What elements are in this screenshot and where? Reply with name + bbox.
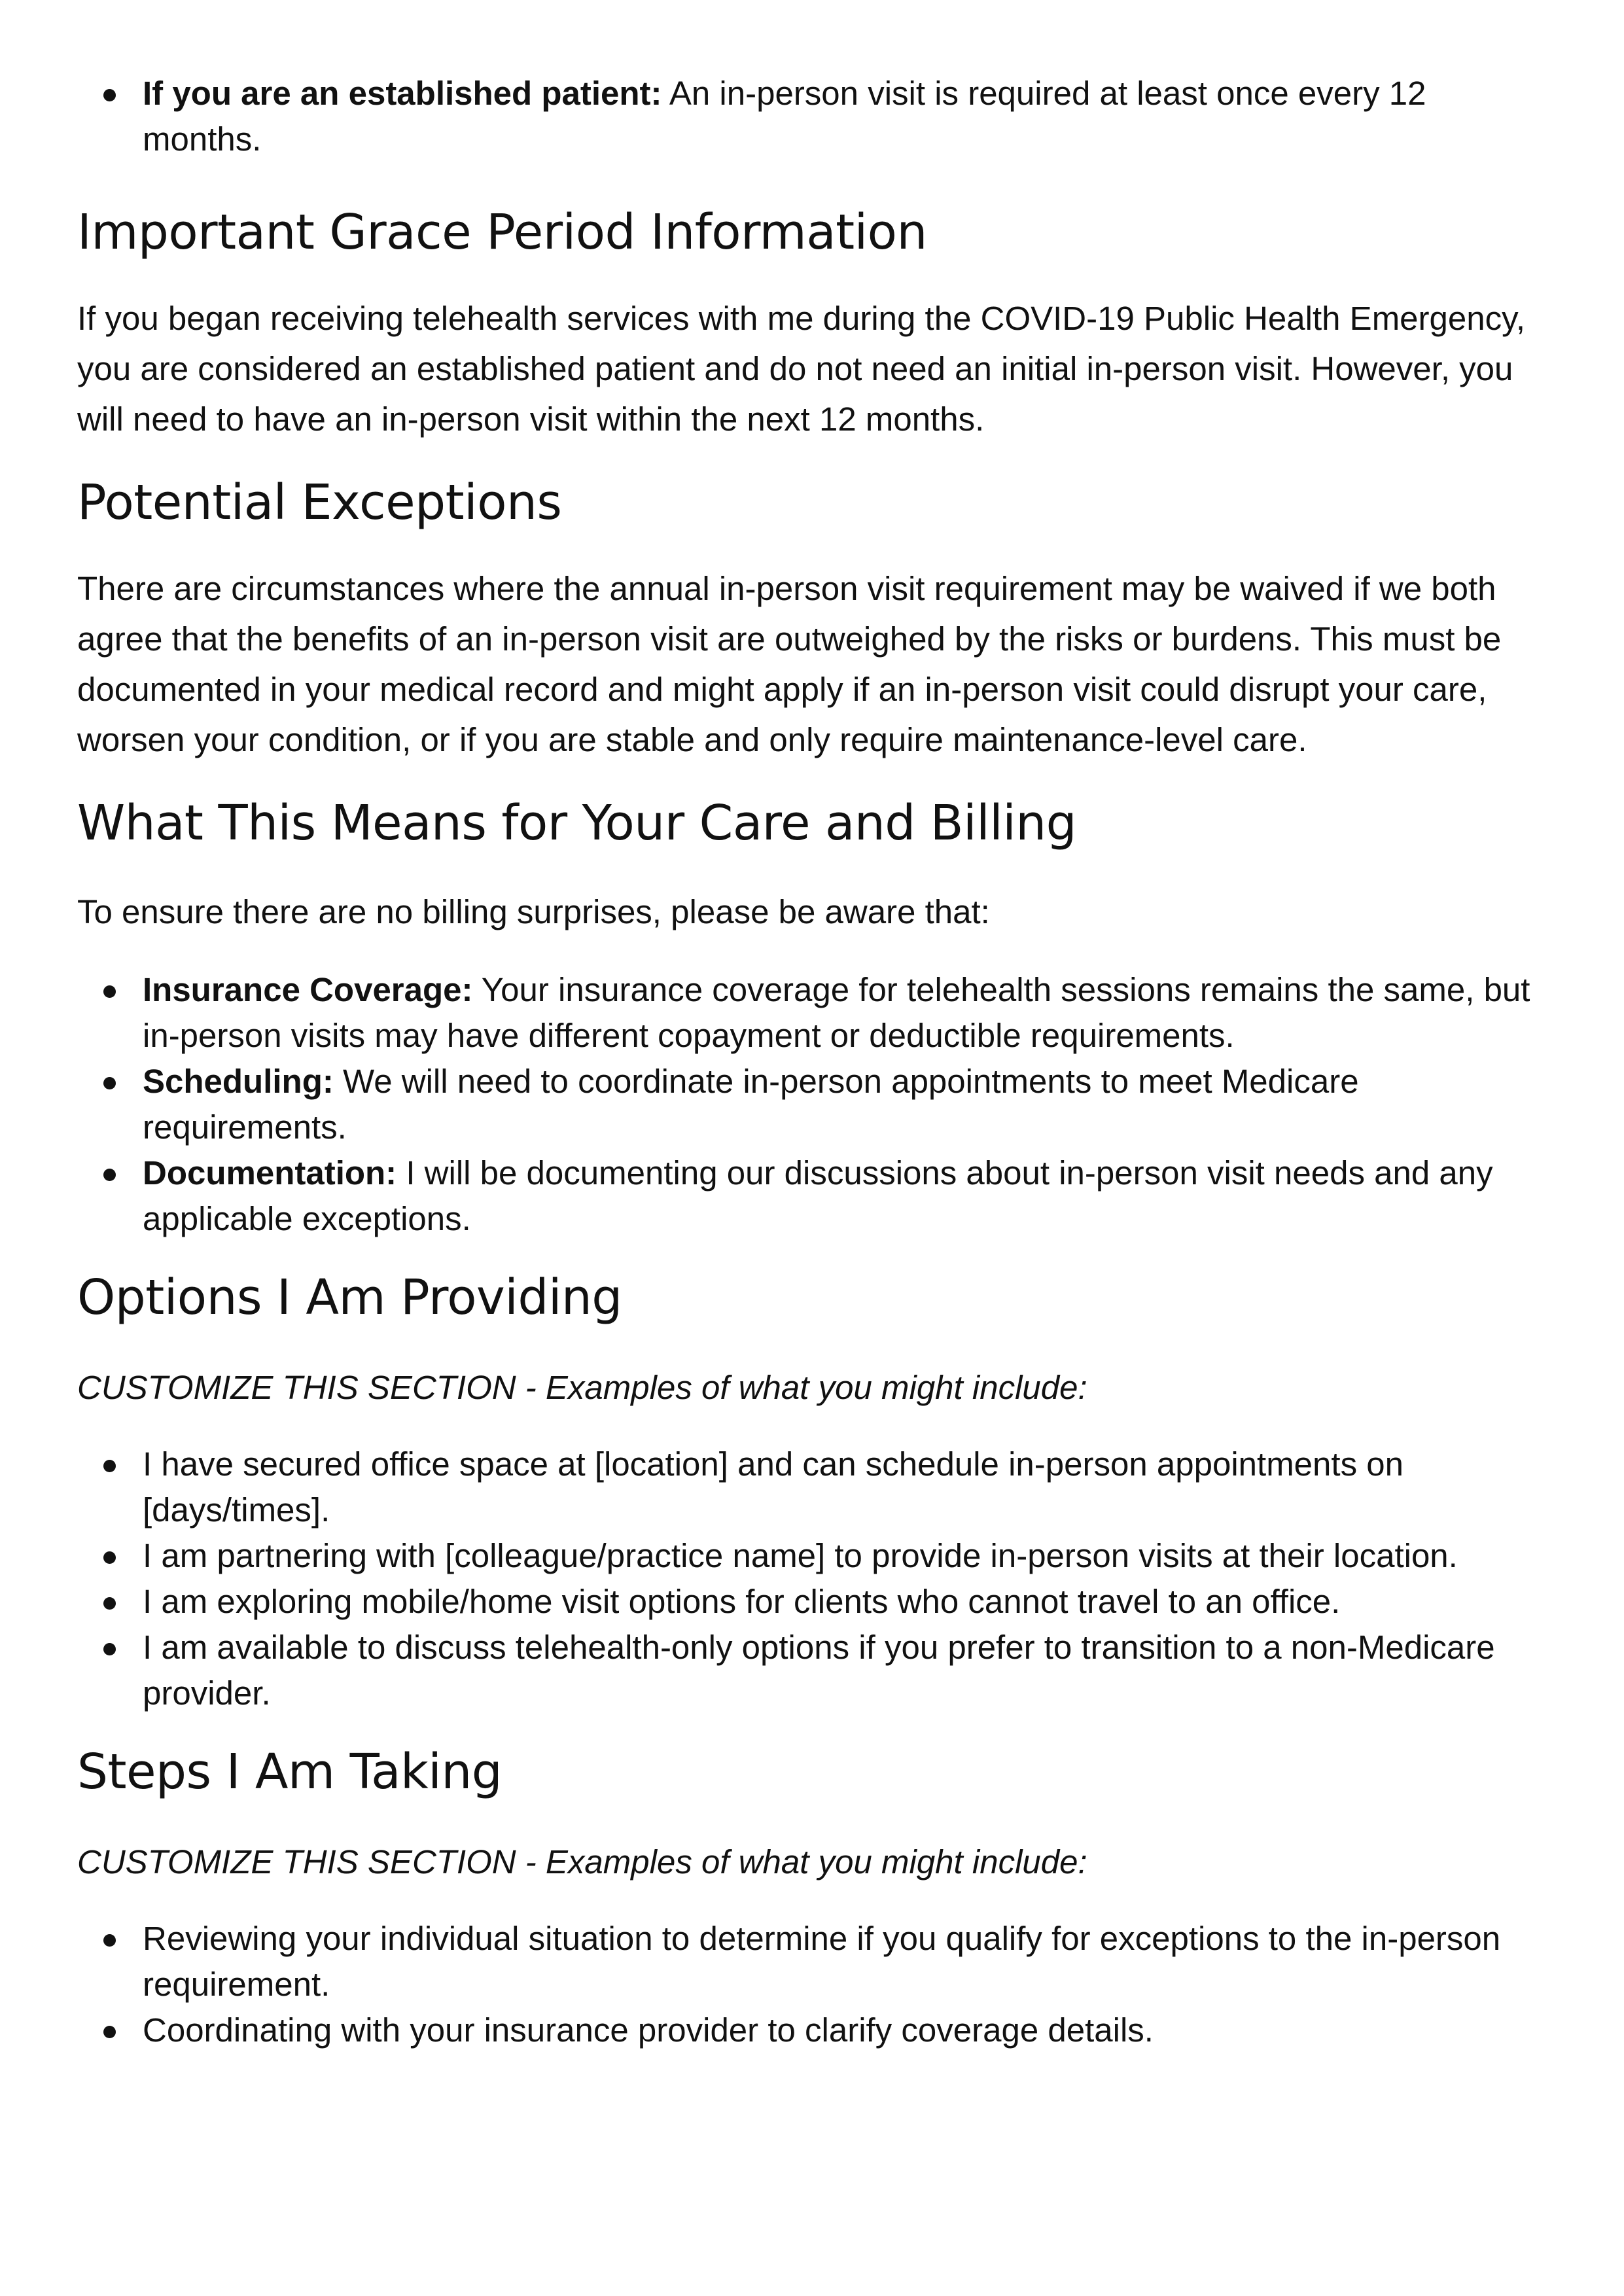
established-patient-list <box>77 71 1484 162</box>
steps-list <box>77 1916 1530 2053</box>
list-item: I am partnering with [colleague/practice name] to provide in-person visits at their location. <box>77 1533 1530 1579</box>
grace-heading: Important Grace Period Information <box>77 204 927 260</box>
options-heading: Options I Am Providing <box>77 1269 622 1326</box>
bullet-label: Documentation: <box>143 1154 397 1192</box>
list-item <box>77 1059 1556 1150</box>
list-item: Coordinating with your insurance provider to clarify coverage details. <box>77 2007 1530 2053</box>
bullet-icon <box>103 1077 116 1089</box>
list-item: I am exploring mobile/home visit options for clients who cannot travel to an office. <box>77 1579 1530 1625</box>
bullet-icon <box>103 985 116 998</box>
billing-heading: What This Means for Your Care and Billing <box>77 795 1077 851</box>
billing-intro: To ensure there are no billing surprises, please be aware that: <box>77 893 990 930</box>
document-page <box>77 71 1556 2053</box>
steps-note: CUSTOMIZE THIS SECTION - Examples of what you might include: <box>77 1843 1087 1881</box>
bullet-icon <box>103 89 116 101</box>
list-item <box>77 967 1556 1059</box>
list-item: I have secured office space at [location] and can schedule in-person appointments on [days/times]. <box>77 1441 1530 1533</box>
bullet-icon <box>103 1169 116 1181</box>
bullet-icon <box>103 1643 116 1655</box>
list-item: I am available to discuss telehealth-only options if you prefer to transition to a non-Medicare provider. <box>77 1625 1530 1716</box>
billing-list <box>77 967 1556 1242</box>
bullet-icon <box>103 1934 116 1947</box>
list-item <box>77 71 1484 162</box>
bullet-label: Scheduling: <box>143 1063 334 1100</box>
bullet-text: I will be documenting our discussions about in-person visit needs and any applicable exceptions. <box>143 1154 1493 1237</box>
list-item <box>77 1150 1556 1242</box>
list-item: Reviewing your individual situation to determine if you qualify for exceptions to the in-person requirement. <box>77 1916 1530 2007</box>
steps-heading: Steps I Am Taking <box>77 1744 503 1800</box>
bullet-label: Insurance Coverage: <box>143 971 473 1008</box>
bullet-text: We will need to coordinate in-person appointments to meet Medicare requirements. <box>143 1063 1359 1146</box>
bullet-icon <box>103 1551 116 1564</box>
grace-paragraph: If you began receiving telehealth services with me during the COVID-19 Public Health Emergency, you are considered an established patient and do not need an initial in-person visit. However, you will need to have an in-person visit within the next 12 months. <box>77 300 1525 438</box>
exceptions-paragraph: There are circumstances where the annual in-person visit requirement may be waived if we both agree that the benefits of an in-person visit are outweighed by the risks or burdens. This must be documented in your medical record and might apply if an in-person visit could disrupt your care, worsen your condition, or if you are stable and only require maintenance-level care. <box>77 570 1502 758</box>
bullet-label: If you are an established patient: <box>143 75 662 112</box>
options-note: CUSTOMIZE THIS SECTION - Examples of what you might include: <box>77 1369 1087 1406</box>
bullet-icon <box>103 2026 116 2038</box>
exceptions-heading: Potential Exceptions <box>77 474 562 531</box>
bullet-icon <box>103 1460 116 1472</box>
bullet-icon <box>103 1597 116 1610</box>
bullet-text: An in-person visit is required at least once every 12 months. <box>143 75 1426 158</box>
options-list <box>77 1441 1530 1716</box>
bullet-text: Your insurance coverage for telehealth sessions remains the same, but in-person visits may have different copayment or deductible requirements. <box>143 971 1530 1054</box>
